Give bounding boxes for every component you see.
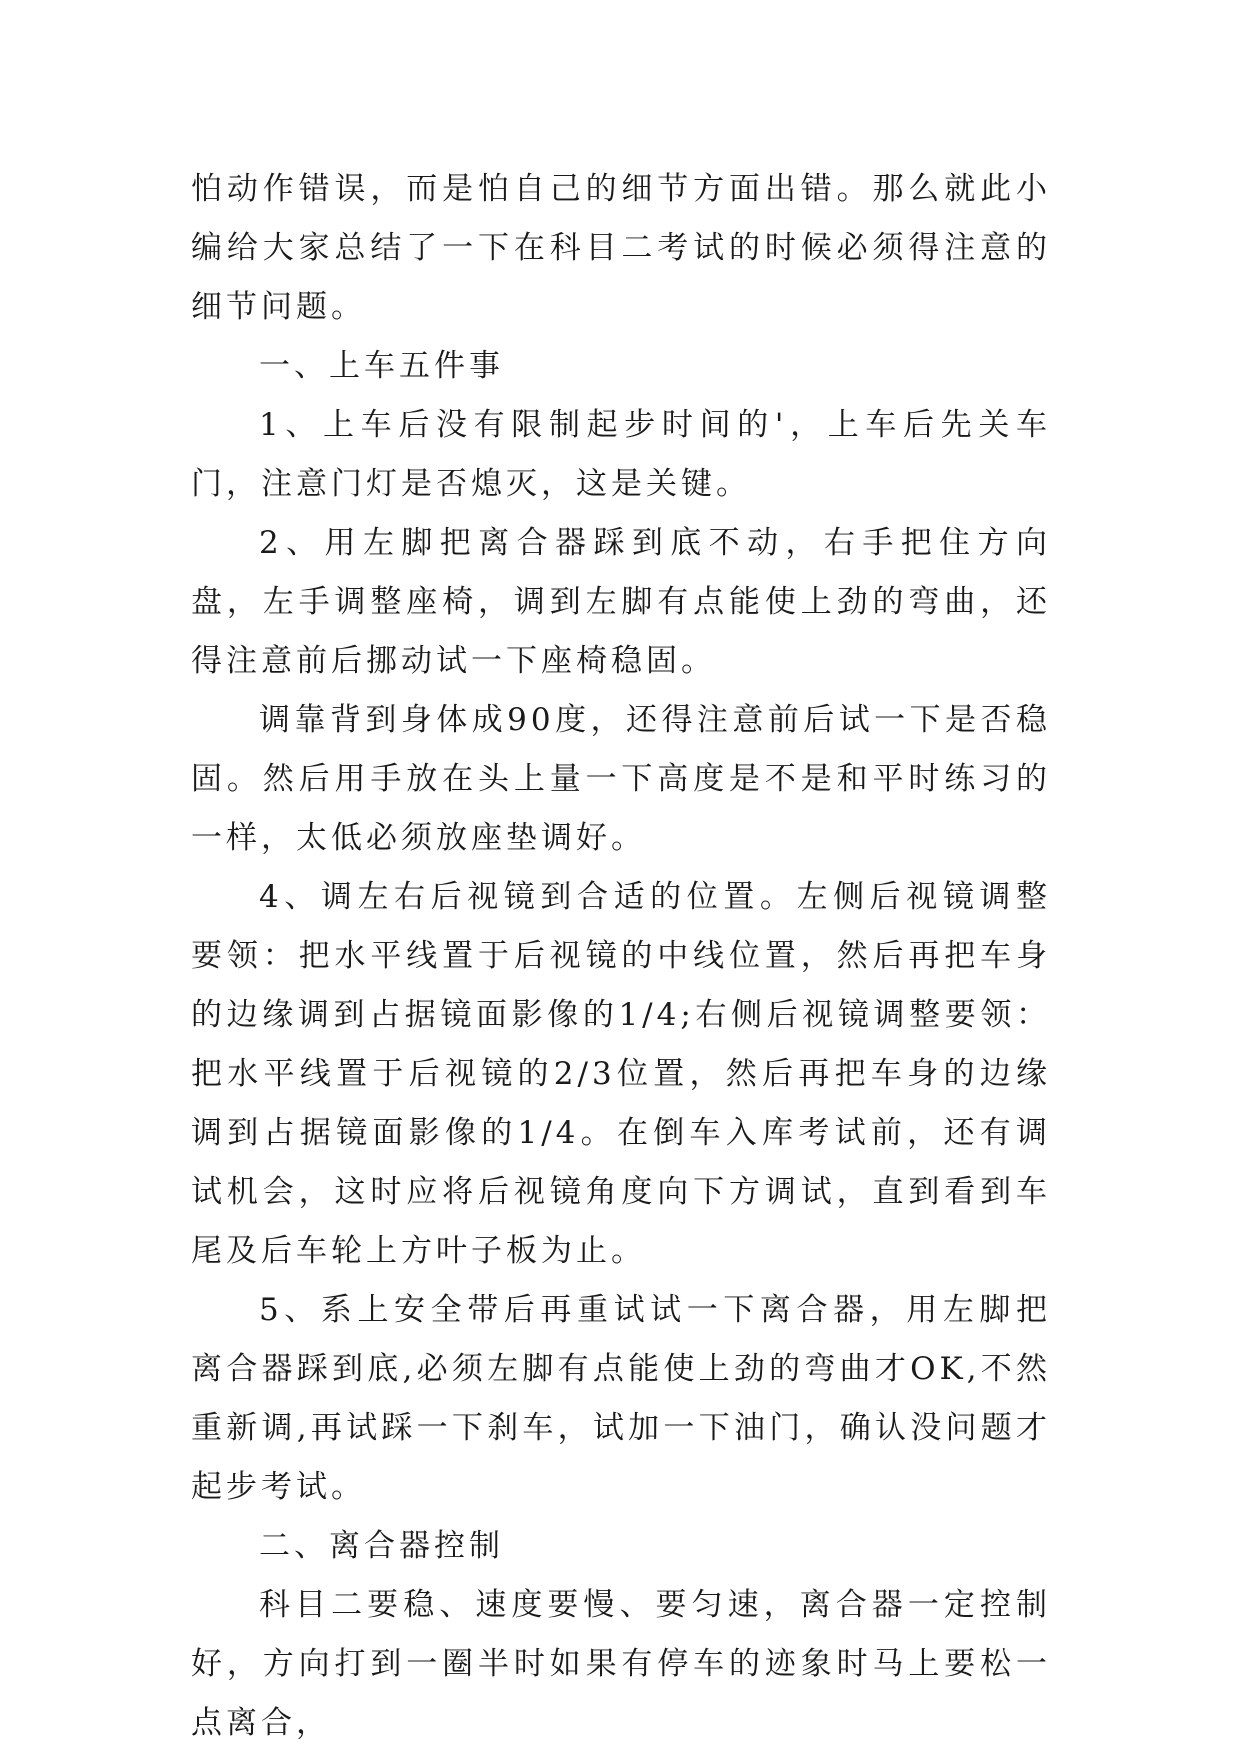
paragraph-clutch-control: 科目二要稳、速度要慢、要匀速，离合器一定控制好，方向打到一圈半时如果有停车的迹象时马上要松一点离合，	[191, 1587, 1051, 1741]
paragraph-item-1: 1、上车后没有限制起步时间的'，上车后先关车门，注意门灯是否熄灭，这是关键。	[191, 407, 1051, 502]
heading-section-2: 二、离合器控制	[259, 1528, 504, 1564]
document-body	[191, 160, 1051, 1753]
paragraph-item-4: 4、调左右后视镜到合适的位置。左侧后视镜调整要领：把水平线置于后视镜的中线位置，然后再把车身的边缘调到占据镜面影像的1/4;右侧后视镜调整要领：把水平线置于后视镜的2/3位置，然后再把车身的边缘调到占据镜面影像的1/4。在倒车入库考试前，还有调试机会，这时应将后视镜角度向下方调试，直到看到车尾及后车轮上方叶子板为止。	[191, 879, 1051, 1269]
paragraph-backrest: 调靠背到身体成90度，还得注意前后试一下是否稳固。然后用手放在头上量一下高度是不是和平时练习的一样，太低必须放座垫调好。	[191, 702, 1051, 856]
paragraph-intro: 怕动作错误，而是怕自己的细节方面出错。那么就此小编给大家总结了一下在科目二考试的时候必须得注意的细节问题。	[191, 171, 1051, 325]
paragraph-item-5: 5、系上安全带后再重试试一下离合器，用左脚把离合器踩到底,必须左脚有点能使上劲的弯曲才OK,不然重新调,再试踩一下刹车，试加一下油门，确认没问题才起步考试。	[191, 1292, 1051, 1505]
paragraph-item-2: 2、用左脚把离合器踩到底不动，右手把住方向盘，左手调整座椅，调到左脚有点能使上劲的弯曲，还得注意前后挪动试一下座椅稳固。	[191, 525, 1051, 679]
heading-section-1: 一、上车五件事	[259, 348, 504, 384]
